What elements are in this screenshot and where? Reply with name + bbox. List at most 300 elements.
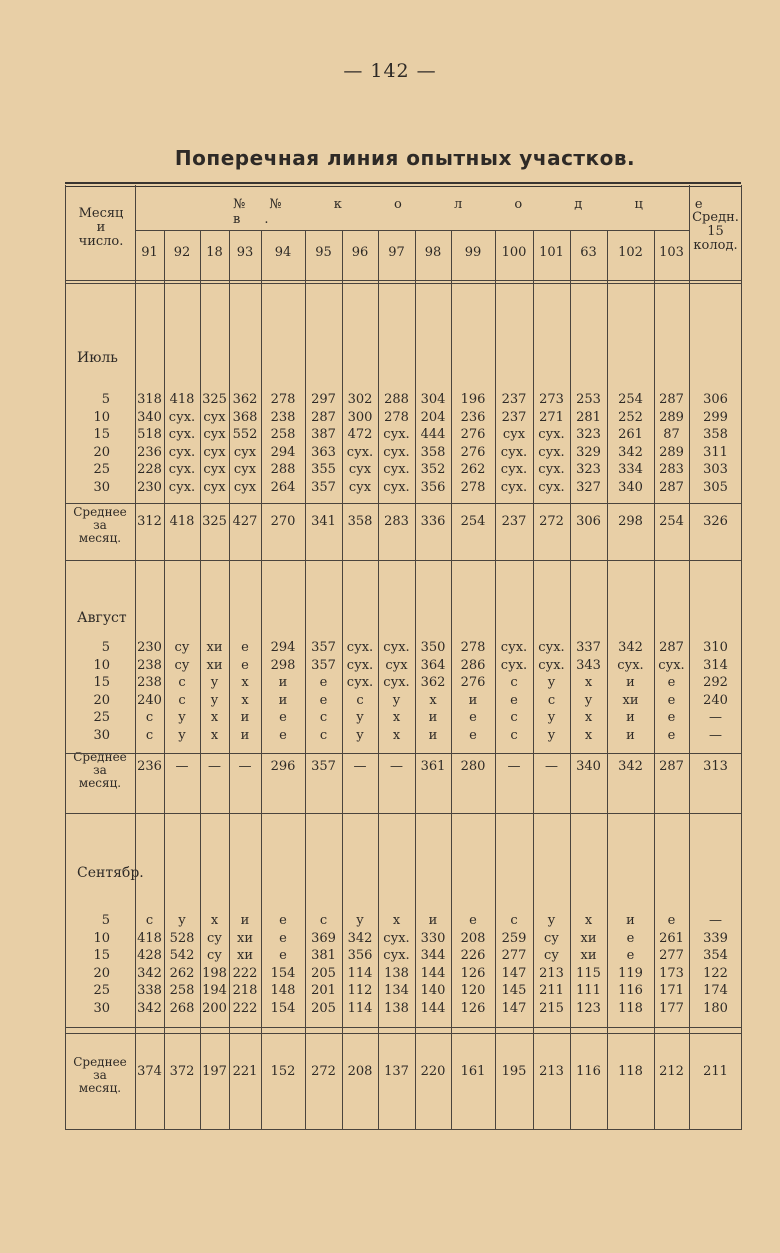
table-cell: 356 (347, 948, 373, 963)
table-cell: 238 (270, 409, 296, 425)
table-cell: 340 (618, 479, 643, 495)
table-cell: 276 (460, 427, 486, 442)
row-day: 10 (93, 657, 110, 673)
table-cell: сух. (500, 640, 528, 655)
row-day: 30 (93, 479, 110, 495)
table-cell: 381 (311, 948, 336, 963)
table-cell: и (626, 710, 635, 725)
average-cell: — (507, 759, 521, 774)
average-cell: 342 (618, 759, 643, 774)
average-cell: 313 (703, 759, 728, 774)
average-cell: 312 (137, 514, 162, 529)
table-cell: сух. (168, 409, 196, 425)
table-cell: 542 (169, 948, 195, 963)
average-cell: — (175, 759, 189, 774)
table-cell: сух. (346, 657, 374, 673)
table-cell: 112 (347, 983, 373, 998)
table-cell: и (626, 913, 635, 928)
table-cell: е (279, 930, 287, 946)
table-cell: х (584, 710, 593, 725)
well-number-header: 93 (236, 245, 254, 260)
table-cell: хи (622, 692, 639, 708)
table-cell: х (392, 727, 401, 743)
table-cell: 323 (576, 462, 601, 477)
table-cell: у (178, 913, 186, 928)
table-cell: 111 (576, 983, 601, 998)
table-cell: 354 (703, 948, 728, 963)
table-cell: сух. (538, 427, 565, 442)
table-cell: 118 (618, 1000, 643, 1016)
table-cell: 114 (347, 1000, 373, 1016)
average-cell: 325 (202, 514, 227, 529)
table-cell: у (356, 710, 364, 725)
average-row-label: за (93, 1068, 107, 1082)
table-cell: х (241, 675, 249, 690)
table-cell: 330 (420, 930, 446, 946)
average-cell: 195 (501, 1064, 527, 1079)
table-cell: е (510, 692, 518, 708)
average-cell: 372 (169, 1064, 195, 1079)
table-cell: 138 (384, 965, 409, 981)
header-divider (135, 230, 689, 231)
table-cell: 362 (232, 392, 258, 407)
table-cell: 278 (270, 392, 296, 407)
table-cell: сух (233, 444, 257, 460)
table-cell: 344 (420, 948, 446, 963)
table-cell: х (584, 913, 593, 928)
table-cell: 277 (501, 948, 527, 963)
table-cell: с (319, 710, 328, 725)
table-cell: 238 (137, 657, 162, 673)
table-cell: 174 (703, 983, 728, 998)
table-cell: сух. (346, 675, 374, 690)
table-cell: с (145, 913, 154, 928)
table-cell: сух. (500, 444, 528, 460)
average-cell: 212 (659, 1064, 684, 1079)
table-cell: су (207, 948, 222, 963)
table-cell: х (210, 913, 219, 928)
average-header-label: 15 (707, 224, 724, 239)
table-cell: е (319, 692, 328, 708)
table-cell: сух. (383, 444, 410, 460)
table-cell: и (278, 692, 288, 708)
table-cell: е (469, 727, 477, 743)
table-cell: 289 (659, 409, 684, 425)
table-cell: сух. (658, 657, 685, 673)
table-cell: и (278, 675, 288, 690)
table-cell: 213 (539, 965, 564, 981)
table-cell: сух. (346, 640, 374, 655)
table-cell: е (667, 913, 676, 928)
table-cell: сух. (383, 462, 410, 477)
table-cell: у (392, 692, 401, 708)
table-cell: и (428, 913, 438, 928)
average-cell: — (353, 759, 367, 774)
table-cell: 276 (460, 675, 486, 690)
average-cell: 298 (618, 514, 643, 529)
table-cell: 226 (460, 948, 486, 963)
table-cell: 364 (420, 657, 446, 673)
average-cell: 427 (232, 514, 258, 529)
table-cell: с (319, 727, 328, 743)
table-cell: 259 (501, 930, 527, 946)
table-cell: 368 (232, 409, 258, 425)
table-cell: 387 (311, 427, 336, 442)
average-cell: 272 (539, 514, 564, 529)
table-bottom-rule (65, 1129, 742, 1130)
table-cell: сух. (383, 948, 410, 963)
row-day: 10 (93, 930, 110, 946)
table-cell: 528 (169, 930, 195, 946)
table-cell: су (174, 657, 190, 673)
table-cell: 518 (137, 427, 162, 442)
average-cell: 272 (311, 1064, 336, 1079)
section-rule (65, 503, 742, 504)
average-cell: 211 (703, 1064, 728, 1079)
table-cell: сух. (538, 657, 565, 673)
table-cell: 145 (501, 983, 527, 998)
table-cell: с (145, 710, 154, 725)
table-cell: 311 (703, 444, 728, 460)
table-cell: сух (203, 427, 226, 442)
table-cell: с (510, 727, 518, 743)
average-cell: 213 (539, 1064, 564, 1079)
average-cell: 358 (347, 514, 373, 529)
table-cell: сух. (538, 444, 565, 460)
table-cell: 154 (270, 965, 296, 981)
section-rule (65, 1027, 742, 1028)
table-cell: 357 (311, 640, 336, 655)
average-cell: 220 (420, 1064, 446, 1079)
table-cell: — (709, 727, 722, 743)
table-cell: 278 (460, 479, 486, 495)
table-cell: 262 (169, 965, 195, 981)
average-cell: 254 (659, 514, 684, 529)
table-cell: — (709, 913, 722, 928)
table-cell: сух. (383, 640, 410, 655)
table-cell: с (178, 675, 186, 690)
average-cell: 270 (270, 514, 296, 529)
table-cell: 222 (232, 965, 258, 981)
average-row-label: месяц. (78, 531, 122, 545)
table-cell: 418 (137, 930, 162, 946)
table-cell: е (667, 692, 676, 708)
table-cell: 418 (169, 392, 195, 407)
table-cell: 339 (703, 930, 728, 946)
average-cell: 254 (460, 514, 486, 529)
table-cell: сух. (538, 640, 565, 655)
table-cell: 299 (703, 409, 728, 425)
row-day: 25 (93, 710, 110, 725)
average-header-label: колод. (693, 238, 738, 253)
table-cell: 126 (460, 1000, 486, 1016)
row-day: 20 (93, 444, 110, 460)
table-cell: с (510, 913, 518, 928)
row-day: 15 (93, 427, 110, 442)
table-cell: 287 (659, 392, 684, 407)
average-row-label: Среднее (73, 1055, 127, 1069)
table-cell: 350 (420, 640, 446, 655)
table-cell: 278 (384, 409, 409, 425)
table-cell: сух. (168, 427, 196, 442)
table-cell: 340 (137, 409, 162, 425)
average-cell: 340 (576, 759, 601, 774)
average-row-label: месяц. (78, 776, 122, 790)
well-number-header: 98 (424, 245, 442, 260)
average-cell: 221 (232, 1064, 258, 1079)
table-cell: 358 (703, 427, 728, 442)
table-cell: у (547, 913, 556, 928)
table-cell: 362 (420, 675, 446, 690)
well-number-header: 92 (173, 245, 191, 260)
table-cell: 173 (659, 965, 684, 981)
table-cell: е (469, 710, 477, 725)
table-cell: 264 (270, 479, 296, 495)
table-cell: х (241, 692, 249, 708)
table-cell: е (667, 727, 676, 743)
table-cell: 294 (270, 444, 296, 460)
table-cell: 204 (420, 409, 446, 425)
average-cell: 341 (311, 514, 336, 529)
table-cell: 325 (202, 392, 227, 407)
table-cell: сух (502, 427, 526, 442)
table-cell: 116 (618, 983, 643, 998)
table-title: Поперечная линия опытных участков. (174, 146, 636, 170)
table-cell: 329 (576, 444, 601, 460)
table-cell: 304 (420, 392, 446, 407)
table-cell: 261 (618, 427, 643, 442)
table-cell: — (709, 710, 722, 725)
table-cell: сух. (383, 930, 410, 946)
table-cell: 148 (270, 983, 296, 998)
average-cell: 418 (169, 514, 195, 529)
table-cell: у (547, 727, 556, 743)
table-cell: 228 (137, 462, 162, 477)
table-cell: 237 (501, 409, 527, 425)
table-cell: 303 (703, 462, 728, 477)
table-cell: 298 (270, 657, 296, 673)
wells-header-label: №№ к о л о д ц е в. (233, 197, 727, 227)
table-cell: сух. (383, 427, 410, 442)
table-cell: 358 (420, 444, 446, 460)
table-cell: х (392, 710, 401, 725)
row-day: 20 (93, 692, 110, 708)
table-cell: сух. (500, 479, 528, 495)
well-number-header: 101 (539, 245, 564, 260)
average-cell: 306 (576, 514, 601, 529)
table-cell: е (667, 675, 676, 690)
table-cell: 294 (270, 640, 296, 655)
table-cell: 278 (460, 640, 486, 655)
table-cell: 300 (347, 409, 373, 425)
table-cell: и (240, 710, 250, 725)
table-cell: сух. (168, 444, 196, 460)
table-cell: 208 (460, 930, 486, 946)
average-cell: 137 (384, 1064, 409, 1079)
table-cell: 287 (659, 479, 684, 495)
table-cell: е (626, 930, 635, 946)
well-number-header: 102 (618, 245, 643, 260)
section-rule (65, 1033, 742, 1034)
average-row-label: месяц. (78, 1081, 122, 1095)
table-cell: 123 (576, 1000, 601, 1016)
average-cell: 161 (460, 1064, 486, 1079)
table-cell: сух. (346, 444, 374, 460)
average-cell: — (390, 759, 403, 774)
month-label: Август (77, 610, 127, 626)
table-cell: сух. (500, 462, 528, 477)
table-cell: х (210, 727, 219, 743)
table-cell: 240 (703, 692, 728, 708)
well-number-header: 95 (315, 245, 332, 260)
section-rule (65, 813, 742, 814)
table-cell: 238 (137, 675, 162, 690)
table-cell: е (279, 913, 287, 928)
section-rule (65, 753, 742, 754)
table-cell: сух (203, 444, 226, 460)
table-cell: су (207, 930, 222, 946)
table-cell: 273 (539, 392, 564, 407)
table-cell: 352 (420, 462, 446, 477)
average-row-label: за (93, 763, 107, 777)
average-row-label: Среднее (73, 750, 127, 764)
average-cell: 118 (618, 1064, 643, 1079)
table-cell: 552 (232, 427, 258, 442)
table-cell: сух. (617, 657, 644, 673)
header-bottom-rule (65, 280, 742, 281)
table-cell: е (279, 727, 287, 743)
table-cell: сух (348, 479, 372, 495)
table-cell: 144 (420, 965, 446, 981)
table-cell: су (544, 930, 559, 946)
table-cell: 472 (347, 427, 373, 442)
well-number-header: 99 (464, 245, 482, 260)
table-cell: 196 (460, 392, 486, 407)
table-cell: 302 (347, 392, 373, 407)
average-cell: 361 (420, 759, 446, 774)
table-cell: 323 (576, 427, 601, 442)
table-cell: 134 (384, 983, 409, 998)
row-day: 30 (93, 1000, 110, 1016)
table-cell: сух (233, 479, 257, 495)
average-cell: — (545, 759, 558, 774)
table-cell: 171 (659, 983, 684, 998)
table-cell: с (319, 913, 328, 928)
table-cell: 288 (384, 392, 409, 407)
table-cell: с (145, 727, 154, 743)
month-header-label: и (96, 220, 106, 235)
table-right-border (741, 185, 742, 1130)
average-cell: — (208, 759, 221, 774)
table-cell: 444 (420, 427, 446, 442)
table-cell: сух (203, 462, 226, 477)
table-cell: 87 (663, 427, 680, 442)
average-cell: 208 (347, 1064, 373, 1079)
average-row-label: за (93, 518, 107, 532)
row-day: 15 (93, 675, 110, 690)
table-cell: сух. (168, 462, 196, 477)
table-cell: сух. (383, 675, 410, 690)
row-day: 5 (101, 392, 110, 407)
table-cell: 205 (311, 1000, 336, 1016)
table-cell: 369 (311, 930, 336, 946)
table-cell: 120 (460, 983, 486, 998)
table-cell: с (510, 710, 518, 725)
average-cell: 197 (202, 1064, 227, 1079)
data-table (65, 185, 742, 1130)
table-cell: 211 (539, 983, 564, 998)
table-cell: 287 (311, 409, 336, 425)
table-cell: х (584, 675, 593, 690)
table-cell: хи (206, 640, 223, 655)
table-cell: х (584, 727, 593, 743)
average-cell: — (238, 759, 252, 774)
table-cell: 144 (420, 1000, 446, 1016)
table-cell: 327 (576, 479, 601, 495)
table-cell: 236 (460, 409, 486, 425)
well-number-header: 18 (206, 245, 223, 260)
table-cell: 237 (501, 392, 527, 407)
table-cell: 289 (659, 444, 684, 460)
table-cell: 276 (460, 444, 486, 460)
table-cell: 277 (659, 948, 684, 963)
table-cell: 357 (311, 657, 336, 673)
row-day: 5 (101, 913, 110, 928)
table-cell: 334 (618, 462, 643, 477)
table-cell: 194 (202, 983, 227, 998)
table-cell: 342 (347, 930, 373, 946)
table-cell: е (241, 640, 249, 655)
table-cell: 201 (311, 983, 336, 998)
section-rule (65, 560, 742, 561)
table-cell: хи (237, 948, 253, 963)
table-cell: 286 (460, 657, 486, 673)
well-number-header: 96 (351, 245, 369, 260)
table-cell: сух. (500, 657, 528, 673)
month-header-label: число. (78, 234, 124, 249)
table-cell: сух. (538, 462, 565, 477)
table-cell: 338 (137, 983, 162, 998)
page-number: — 142 — (343, 60, 437, 82)
table-cell: у (178, 727, 186, 743)
table-cell: и (428, 727, 438, 743)
table-cell: 252 (618, 409, 643, 425)
table-cell: 337 (576, 640, 601, 655)
table-cell: 115 (576, 965, 601, 981)
table-cell: и (626, 727, 635, 743)
average-cell: 287 (659, 759, 684, 774)
row-day: 5 (101, 640, 110, 655)
table-cell: 236 (137, 444, 162, 460)
average-header-label: Средн. (692, 210, 739, 225)
average-cell: 374 (137, 1064, 162, 1079)
table-cell: 177 (659, 1000, 684, 1016)
row-day: 15 (93, 948, 110, 963)
table-cell: у (356, 727, 364, 743)
table-cell: 288 (270, 462, 296, 477)
month-label: Июль (77, 350, 118, 366)
table-cell: 126 (460, 965, 486, 981)
table-cell: 218 (232, 983, 258, 998)
table-cell: с (356, 692, 364, 708)
table-cell: и (428, 710, 438, 725)
table-cell: 283 (659, 462, 684, 477)
table-cell: 200 (202, 1000, 227, 1016)
table-cell: 342 (618, 640, 643, 655)
well-number-header: 63 (580, 245, 597, 260)
table-cell: сух. (168, 479, 196, 495)
table-cell: 342 (137, 1000, 162, 1016)
